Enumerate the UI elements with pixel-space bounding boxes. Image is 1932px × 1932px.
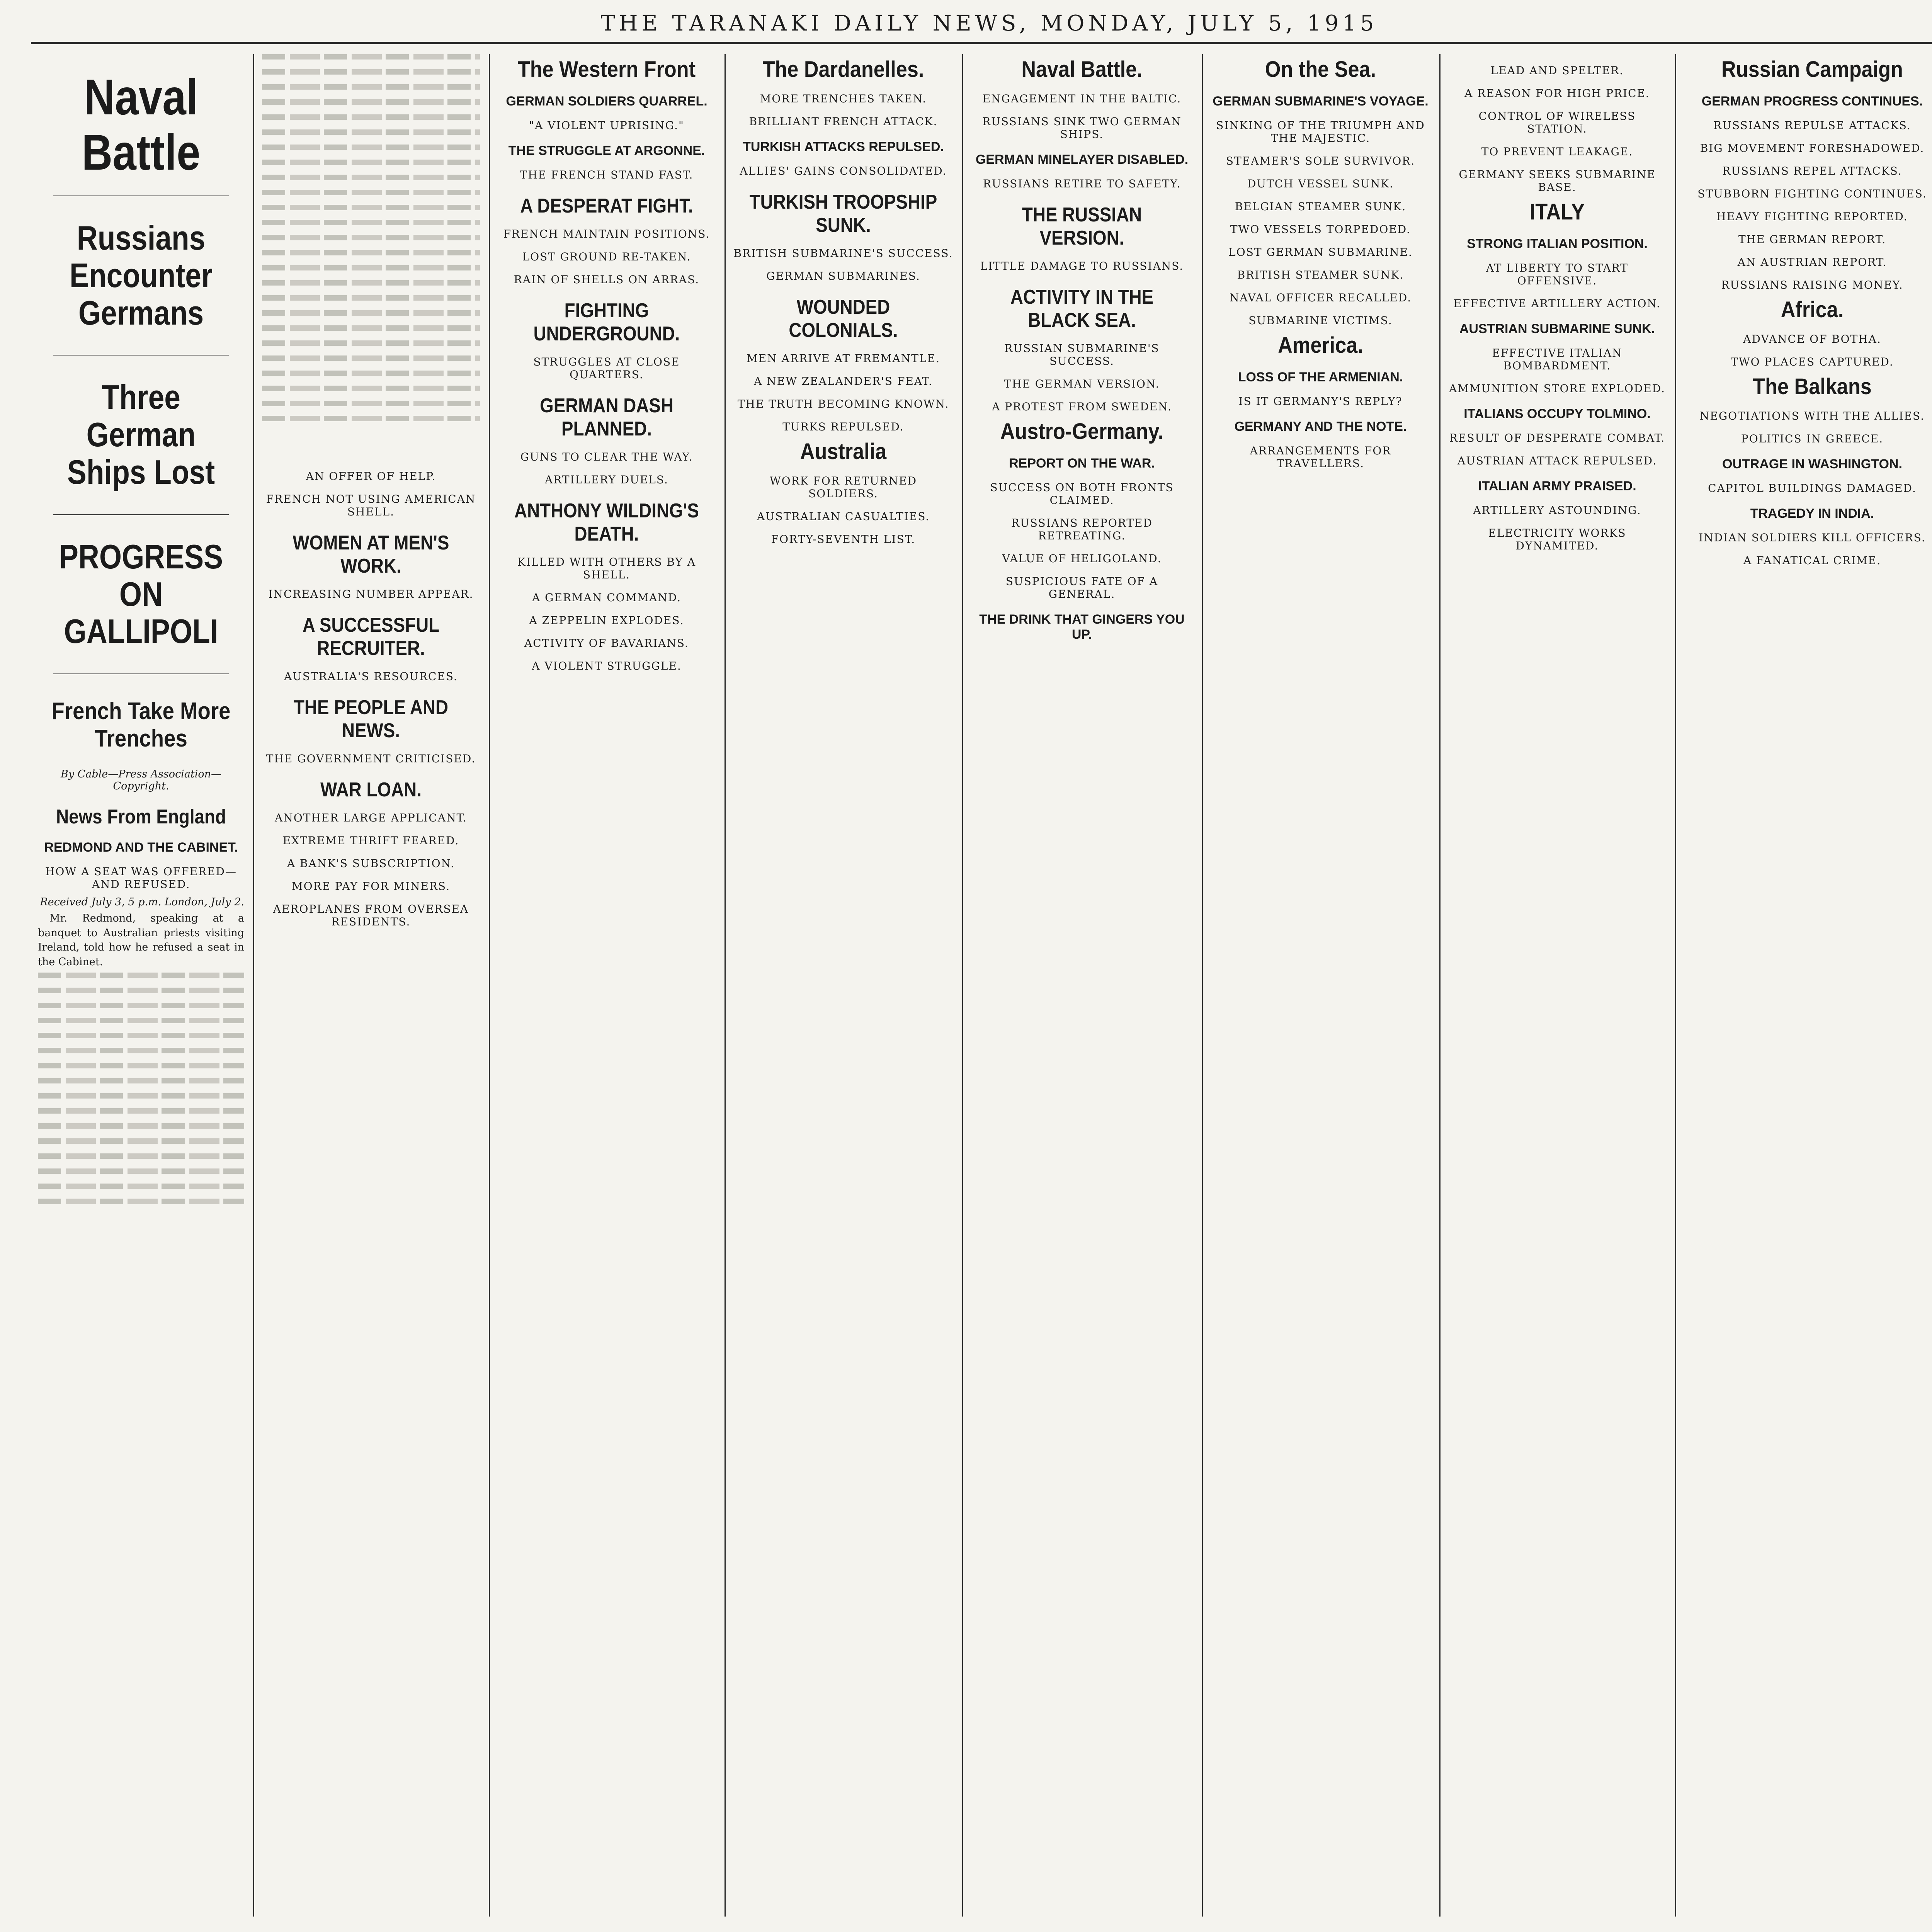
section-balkans: The Balkans xyxy=(1753,374,1872,399)
subhead: TRAGEDY IN INDIA. xyxy=(1750,506,1874,521)
subhead: GERMAN SUBMARINES. xyxy=(766,270,920,282)
column-title: Russian Campaign xyxy=(1721,57,1903,82)
column-1 xyxy=(31,54,251,1917)
subhead: CAPITOL BUILDINGS DAMAGED. xyxy=(1708,482,1917,495)
section-italy: ITALY xyxy=(1529,199,1585,224)
column-2 xyxy=(255,54,487,1917)
subhead: AT LIBERTY TO START OFFENSIVE. xyxy=(1486,262,1628,287)
section-australia: Australia xyxy=(800,439,887,464)
section-heading: A SUCCESSFUL RECRUITER. xyxy=(302,614,440,660)
subhead: SUSPICIOUS FATE OF A GENERAL. xyxy=(1005,575,1158,600)
subhead: REDMOND AND THE CABINET. xyxy=(44,840,238,855)
subhead: TWO PLACES CAPTURED. xyxy=(1731,355,1894,368)
subhead: A GERMAN COMMAND. xyxy=(532,591,682,604)
subhead: WORK FOR RETURNED SOLDIERS. xyxy=(769,474,917,500)
subhead: ELECTRICITY WORKS DYNAMITED. xyxy=(1488,527,1626,552)
subhead: AUSTRIAN SUBMARINE SUNK. xyxy=(1459,321,1655,336)
column-4 xyxy=(726,54,960,1917)
subhead: A PROTEST FROM SWEDEN. xyxy=(992,400,1172,413)
subhead: ITALIANS OCCUPY TOLMINO. xyxy=(1464,406,1651,421)
subhead: SINKING OF THE TRIUMPH AND THE MAJESTIC. xyxy=(1216,119,1425,145)
subhead: ARTILLERY DUELS. xyxy=(545,473,668,486)
column-6 xyxy=(1204,54,1437,1917)
subhead: EFFECTIVE ITALIAN BOMBARDMENT. xyxy=(1492,347,1622,372)
subhead: THE GOVERNMENT CRITICISED. xyxy=(266,752,476,765)
subhead: AMMUNITION STORE EXPLODED. xyxy=(1449,382,1666,395)
divider xyxy=(53,514,229,515)
subhead: STUBBORN FIGHTING CONTINUES. xyxy=(1697,187,1927,200)
subhead: GERMAN SUBMARINE'S VOYAGE. xyxy=(1213,94,1429,109)
column-rule xyxy=(1675,54,1676,1917)
subhead: THE TRUTH BECOMING KNOWN. xyxy=(737,398,949,410)
subhead: GERMAN MINELAYER DISABLED. xyxy=(975,152,1189,167)
section-heading: A DESPERAT FIGHT. xyxy=(520,195,693,217)
subhead: INCREASING NUMBER APPEAR. xyxy=(268,588,474,600)
subhead: ALLIES' GAINS CONSOLIDATED. xyxy=(740,165,947,177)
subhead: STRUGGLES AT CLOSE QUARTERS. xyxy=(533,355,680,381)
subhead: TURKS REPULSED. xyxy=(782,420,904,433)
column-8 xyxy=(1677,54,1932,1917)
section-heading: ANTHONY WILDING'S DEATH. xyxy=(514,500,699,545)
subhead: GERMANY SEEKS SUBMARINE BASE. xyxy=(1459,168,1656,194)
advert-heading: THE DRINK THAT GINGERS YOU UP. xyxy=(979,612,1185,642)
subhead: ITALIAN ARMY PRAISED. xyxy=(1478,479,1636,493)
masthead xyxy=(31,11,1932,44)
subhead: STRONG ITALIAN POSITION. xyxy=(1467,236,1648,251)
column-rule xyxy=(1439,54,1440,1917)
section-heading: TURKISH TROOPSHIP SUNK. xyxy=(749,191,937,236)
subhead: AN AUSTRIAN REPORT. xyxy=(1737,256,1887,269)
subhead: THE STRUGGLE AT ARGONNE. xyxy=(508,143,705,158)
subhead: GERMAN PROGRESS CONTINUES. xyxy=(1701,94,1923,109)
subhead: MORE TRENCHES TAKEN. xyxy=(760,92,927,105)
subhead: A REASON FOR HIGH PRICE. xyxy=(1464,87,1650,100)
article-text: Mr. Redmond, speaking at a banquet to Australian priests visiting Ireland, told how he refused a seat in the Cabinet. xyxy=(38,912,244,968)
subhead: REPORT ON THE WAR. xyxy=(1009,456,1155,471)
cable-credit: By Cable—Press Association—Copyright. xyxy=(60,768,222,792)
subhead: CONTROL OF WIRELESS STATION. xyxy=(1478,110,1636,135)
masthead-title: THE TARANAKI DAILY NEWS, MONDAY, JULY 5, 1915 xyxy=(600,11,1378,36)
subhead: INDIAN SOLDIERS KILL OFFICERS. xyxy=(1699,531,1926,544)
subhead: STEAMER'S SOLE SURVIVOR. xyxy=(1226,155,1415,167)
subhead: GUNS TO CLEAR THE WAY. xyxy=(520,451,693,463)
column-title: The Dardanelles. xyxy=(762,57,924,82)
subhead: TURKISH ATTACKS REPULSED. xyxy=(743,139,944,154)
headline-french: French Take More Trenches xyxy=(51,698,231,752)
subhead: A VIOLENT STRUGGLE. xyxy=(532,660,682,672)
subhead: BRITISH SUBMARINE'S SUCCESS. xyxy=(733,247,953,260)
section-heading: WOMEN AT MEN'S WORK. xyxy=(293,532,449,577)
subhead: SUCCESS ON BOTH FRONTS CLAIMED. xyxy=(990,481,1174,507)
column-rule xyxy=(1202,54,1203,1917)
subhead: LOSS OF THE ARMENIAN. xyxy=(1238,370,1403,384)
subhead: THE GERMAN REPORT. xyxy=(1738,233,1886,246)
subhead: LOST GROUND RE-TAKEN. xyxy=(522,250,691,263)
subhead: A BANK'S SUBSCRIPTION. xyxy=(287,857,455,870)
subhead: IS IT GERMANY'S REPLY? xyxy=(1238,395,1403,408)
divider xyxy=(53,673,229,674)
subhead: MEN ARRIVE AT FREMANTLE. xyxy=(747,352,940,365)
subhead: HEAVY FIGHTING REPORTED. xyxy=(1716,210,1908,223)
subhead: HOW A SEAT WAS OFFERED—AND REFUSED. xyxy=(45,865,237,891)
column-rule xyxy=(253,54,254,1917)
section-africa: Africa. xyxy=(1781,297,1844,322)
dateline: Received July 3, 5 p.m. London, July 2. xyxy=(40,896,244,908)
subhead: AEROPLANES FROM OVERSEA RESIDENTS. xyxy=(273,903,469,928)
column-7 xyxy=(1441,54,1673,1917)
subhead: BRILLIANT FRENCH ATTACK. xyxy=(749,115,938,128)
subhead: LOST GERMAN SUBMARINE. xyxy=(1228,246,1413,259)
section-heading: FIGHTING UNDERGROUND. xyxy=(533,299,680,345)
subhead: RUSSIAN SUBMARINE'S SUCCESS. xyxy=(1004,342,1160,367)
subhead: THE GERMAN VERSION. xyxy=(1004,378,1160,390)
section-heading: THE RUSSIAN VERSION. xyxy=(1022,204,1142,249)
subhead: RUSSIANS RETIRE TO SAFETY. xyxy=(983,177,1181,190)
subhead: OUTRAGE IN WASHINGTON. xyxy=(1722,457,1902,471)
subhead: AUSTRALIA'S RESOURCES. xyxy=(284,670,458,683)
subhead: A ZEPPELIN EXPLODES. xyxy=(529,614,684,627)
subhead: THE FRENCH STAND FAST. xyxy=(520,168,694,181)
subhead: AUSTRALIAN CASUALTIES. xyxy=(757,510,930,523)
subhead: BIG MOVEMENT FORESHADOWED. xyxy=(1700,142,1925,155)
section-heading: ACTIVITY IN THE BLACK SEA. xyxy=(1010,286,1154,332)
subhead: RUSSIANS SINK TWO GERMAN SHIPS. xyxy=(982,115,1182,141)
subhead: A FANATICAL CRIME. xyxy=(1743,554,1881,567)
column-title: On the Sea. xyxy=(1265,57,1376,82)
subhead: "A VIOLENT UPRISING." xyxy=(529,119,684,132)
subhead: RESULT OF DESPERATE COMBAT. xyxy=(1449,432,1665,444)
subhead: BRITISH STEAMER SUNK. xyxy=(1237,269,1404,281)
column-rule xyxy=(724,54,726,1917)
column-5 xyxy=(964,54,1200,1917)
subhead: ANOTHER LARGE APPLICANT. xyxy=(275,811,467,824)
subhead: ARRANGEMENTS FOR TRAVELLERS. xyxy=(1250,444,1391,470)
headline-gallipoli: PROGRESS ON GALLIPOLI xyxy=(59,537,223,651)
headline-russians: Russians Encounter Germans xyxy=(70,219,213,332)
subhead: VALUE OF HELIGOLAND. xyxy=(1002,552,1162,565)
subhead: POLITICS IN GREECE. xyxy=(1741,432,1884,445)
subhead: ACTIVITY OF BAVARIANS. xyxy=(524,637,689,650)
subhead: TO PREVENT LEAKAGE. xyxy=(1481,145,1633,158)
subhead: RUSSIANS RAISING MONEY. xyxy=(1721,279,1903,291)
section-heading: GERMAN DASH PLANNED. xyxy=(540,395,673,440)
subhead: ENGAGEMENT IN THE BALTIC. xyxy=(982,92,1182,105)
headline-naval-battle: Naval Battle xyxy=(82,69,201,180)
subhead: EXTREME THRIFT FEARED. xyxy=(282,834,459,847)
section-america: America. xyxy=(1278,333,1363,358)
subhead: AN OFFER OF HELP. xyxy=(306,470,436,483)
subhead: FRENCH MAINTAIN POSITIONS. xyxy=(503,228,710,240)
article-body xyxy=(262,54,480,460)
headline-german-ships: Three German Ships Lost xyxy=(67,378,215,491)
subhead: RUSSIANS REPULSE ATTACKS. xyxy=(1713,119,1911,132)
subhead: MORE PAY FOR MINERS. xyxy=(292,880,450,893)
column-title: The Western Front xyxy=(517,57,696,82)
subhead: FORTY-SEVENTH LIST. xyxy=(771,533,916,546)
column-title: Naval Battle. xyxy=(1021,57,1143,82)
subhead: GERMANY AND THE NOTE. xyxy=(1234,419,1407,434)
subhead: ARTILLERY ASTOUNDING. xyxy=(1473,504,1641,517)
section-heading: THE PEOPLE AND NEWS. xyxy=(293,696,449,742)
subhead: DUTCH VESSEL SUNK. xyxy=(1247,177,1394,190)
subhead: TWO VESSELS TORPEDOED. xyxy=(1230,223,1411,236)
subhead: RUSSIANS REPORTED RETREATING. xyxy=(1011,517,1153,542)
column-3 xyxy=(491,54,723,1917)
subhead: AUSTRIAN ATTACK REPULSED. xyxy=(1458,454,1657,467)
column-rule xyxy=(489,54,490,1917)
subhead: LITTLE DAMAGE TO RUSSIANS. xyxy=(980,260,1184,272)
section-austro-germany: Austro-Germany. xyxy=(1000,419,1164,444)
article-body xyxy=(38,973,244,1917)
subhead: RUSSIANS REPEL ATTACKS. xyxy=(1722,165,1902,177)
subhead: NAVAL OFFICER RECALLED. xyxy=(1229,291,1412,304)
subhead: KILLED WITH OTHERS BY A SHELL. xyxy=(517,556,696,581)
subhead: EFFECTIVE ARTILLERY ACTION. xyxy=(1453,297,1661,310)
subhead: SUBMARINE VICTIMS. xyxy=(1248,314,1393,327)
subhead: RAIN OF SHELLS ON ARRAS. xyxy=(514,273,700,286)
column-rule xyxy=(962,54,963,1917)
subhead: BELGIAN STEAMER SUNK. xyxy=(1235,200,1406,213)
subhead: FRENCH NOT USING AMERICAN SHELL. xyxy=(266,493,476,518)
subhead: ADVANCE OF BOTHA. xyxy=(1743,333,1881,345)
subhead: LEAD AND SPELTER. xyxy=(1490,64,1624,77)
section-heading: WOUNDED COLONIALS. xyxy=(789,296,898,342)
section-heading: WAR LOAN. xyxy=(320,779,422,801)
subhead: A NEW ZEALANDER'S FEAT. xyxy=(754,375,933,388)
section-news-from-england: News From England xyxy=(56,805,226,828)
subhead: NEGOTIATIONS WITH THE ALLIES. xyxy=(1699,410,1925,422)
subhead: GERMAN SOLDIERS QUARREL. xyxy=(506,94,707,109)
